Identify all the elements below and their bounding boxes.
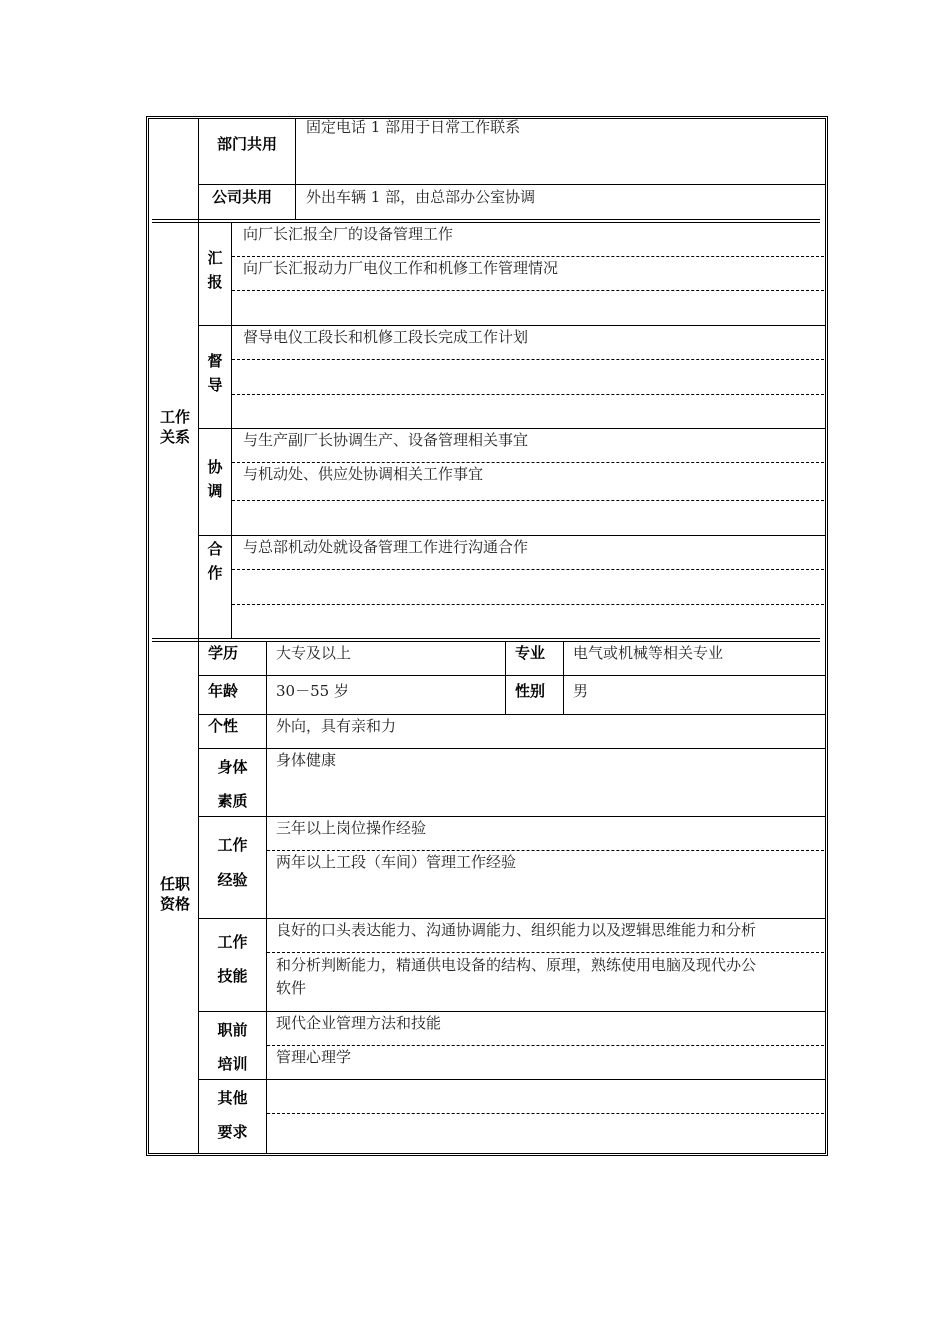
divider (198, 1079, 825, 1080)
divider (198, 428, 825, 429)
divider (295, 119, 296, 219)
personality-value: 外向，具有亲和力 (276, 717, 397, 735)
divider (267, 952, 824, 953)
coordinate-line-2: 与机动处、供应处协调相关工作事宜 (243, 465, 484, 483)
age-label: 年龄 (208, 682, 239, 700)
major-label: 专业 (515, 644, 546, 662)
experience-line-2: 两年以上工段（车间）管理工作经验 (276, 853, 517, 871)
relations-section-label: 工作 关系 (159, 408, 190, 446)
skills-line-3: 软件 (276, 979, 307, 997)
divider (198, 325, 825, 326)
training-line-1: 现代企业管理方法和技能 (276, 1014, 442, 1032)
physical-value: 身体健康 (276, 751, 337, 769)
divider (198, 816, 825, 817)
age-value: 30－55 岁 (276, 682, 349, 700)
divider (232, 500, 824, 501)
skills-line-2: 和分析判断能力，精通供电设备的结构、原理，熟练使用电脑及现代办公 (276, 956, 757, 974)
company-value: 外出车辆 1 部，由总部办公室协调 (306, 188, 536, 206)
divider (198, 748, 825, 749)
gender-label: 性别 (515, 682, 546, 700)
supervise-label: 督 导 (207, 352, 223, 394)
divider (232, 256, 824, 257)
divider (198, 714, 825, 715)
gender-value: 男 (573, 682, 589, 700)
training-label: 职前 培训 (217, 1021, 248, 1073)
physical-label: 身体 素质 (217, 758, 248, 810)
report-label: 汇 报 (207, 249, 223, 291)
skills-label: 工作 技能 (217, 933, 248, 985)
other-label: 其他 要求 (217, 1089, 248, 1141)
divider (232, 359, 824, 360)
major-value: 电气或机械等相关专业 (573, 644, 724, 662)
divider (232, 394, 824, 395)
divider (231, 223, 232, 638)
coordinate-label: 协 调 (207, 458, 223, 500)
skills-line-1: 良好的口头表达能力、沟通协调能力、组织能力以及逻辑思维能力和分析 (276, 921, 757, 939)
experience-line-1: 三年以上岗位操作经验 (276, 819, 427, 837)
education-label: 学历 (208, 644, 239, 662)
coordinate-line-1: 与生产副厂长协调生产、设备管理相关事宜 (243, 431, 529, 449)
divider (563, 642, 564, 714)
divider (152, 222, 820, 223)
divider (152, 638, 820, 639)
report-line-2: 向厂长汇报动力厂电仪工作和机修工作管理情况 (243, 259, 559, 277)
personality-label: 个性 (208, 717, 239, 735)
divider (266, 642, 267, 1154)
divider (198, 535, 825, 536)
experience-label: 工作 经验 (217, 836, 248, 889)
dept-label: 部门共用 (216, 135, 277, 153)
divider (232, 569, 824, 570)
divider (198, 1011, 825, 1012)
divider (152, 219, 820, 220)
divider (267, 1045, 824, 1046)
cooperate-label: 合 作 (207, 540, 223, 582)
divider (198, 184, 825, 185)
qualifications-section-label: 任职 资格 (159, 875, 190, 913)
divider (232, 462, 824, 463)
supervise-line-1: 督导电仪工段长和机修工段长完成工作计划 (243, 328, 529, 346)
divider (267, 850, 824, 851)
cooperate-line-1: 与总部机动处就设备管理工作进行沟通合作 (243, 538, 529, 556)
divider (198, 918, 825, 919)
divider (152, 641, 820, 642)
divider (232, 290, 824, 291)
divider (267, 1113, 824, 1114)
company-label: 公司共用 (211, 188, 272, 206)
divider (505, 642, 506, 714)
training-line-2: 管理心理学 (276, 1048, 352, 1066)
report-line-1: 向厂长汇报全厂的设备管理工作 (243, 225, 454, 243)
divider (198, 675, 825, 676)
dept-value: 固定电话 1 部用于日常工作联系 (306, 118, 521, 136)
divider (232, 604, 824, 605)
education-value: 大专及以上 (276, 644, 352, 662)
